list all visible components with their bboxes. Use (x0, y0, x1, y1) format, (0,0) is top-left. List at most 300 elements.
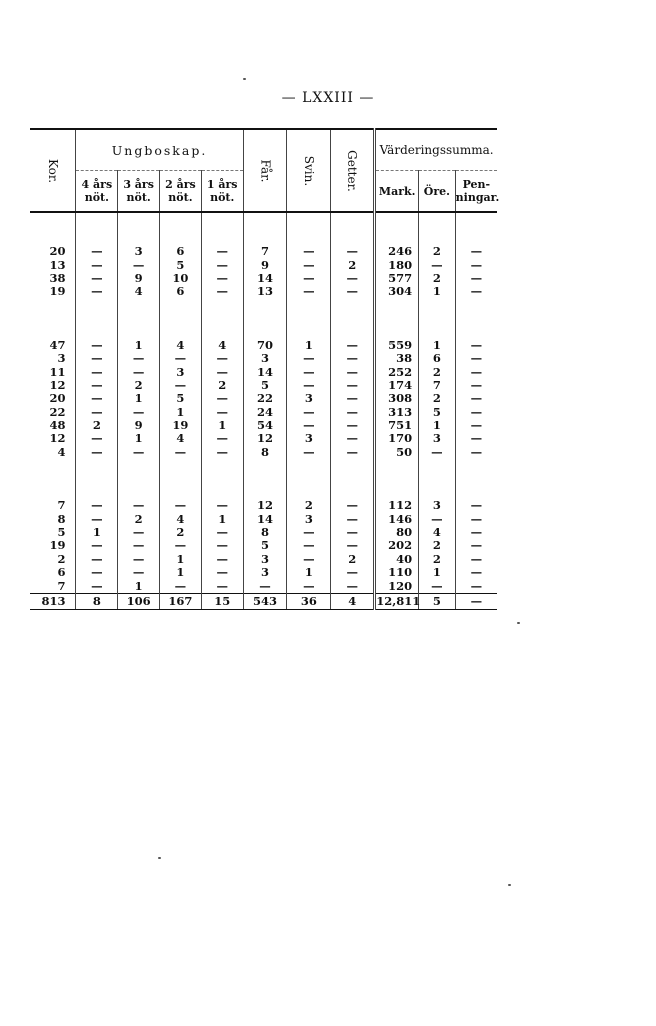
table-cell: — (287, 272, 331, 285)
table-cell: 2 (331, 553, 375, 566)
table-cell: — (455, 446, 497, 459)
table-cell: 1 (118, 339, 160, 352)
table-cell: 47 (49, 337, 66, 352)
table-cell: 146 (375, 512, 419, 525)
table-cell: 11 (49, 364, 66, 379)
table-cell: 304 (375, 285, 419, 298)
table-cell: — (419, 512, 456, 525)
table-cell: — (118, 539, 160, 552)
spacer-cell (160, 299, 202, 339)
table-cell: 6 (160, 245, 202, 258)
table-cell: — (455, 512, 497, 525)
table-cell: 6 (160, 285, 202, 298)
livestock-valuation-table (30, 128, 500, 610)
table-cell: — (201, 526, 243, 539)
table-cell: 180 (375, 258, 419, 271)
header-2-ars-not: 2 års nöt. (160, 171, 202, 213)
table-cell: — (331, 526, 375, 539)
table-cell: — (160, 352, 202, 365)
table-cell: — (287, 258, 331, 271)
table-cell: 4 (201, 339, 243, 352)
table-cell: — (76, 566, 118, 579)
table-cell: 12 (49, 431, 66, 446)
table-cell: — (201, 553, 243, 566)
table-cell: — (76, 512, 118, 525)
table-cell: — (455, 593, 497, 609)
table-cell: — (455, 272, 497, 285)
spacer-cell (375, 212, 419, 245)
table-cell: — (76, 352, 118, 365)
table-cell: — (419, 258, 456, 271)
table-row (30, 339, 497, 352)
table-cell: 308 (375, 392, 419, 405)
table-row (30, 379, 497, 392)
table-cell: — (287, 245, 331, 258)
spacer-cell (118, 299, 160, 339)
table-cell: 252 (375, 365, 419, 378)
header-1-ars-not: 1 års nöt. (201, 171, 243, 213)
table-row (30, 406, 497, 419)
table-cell: — (76, 258, 118, 271)
spacer-cell (331, 212, 375, 245)
table-cell: — (201, 579, 243, 593)
table-cell: — (76, 499, 118, 512)
table-cell: — (76, 339, 118, 352)
spacer-cell (30, 459, 76, 499)
table-cell: 10 (160, 272, 202, 285)
table-cell: — (287, 526, 331, 539)
table-cell: — (201, 245, 243, 258)
table-cell: 7 (57, 498, 66, 513)
table-cell: 14 (243, 272, 287, 285)
page-number: — LXXIII — (281, 90, 375, 106)
table-cell: — (331, 446, 375, 459)
table-cell: 2 (287, 499, 331, 512)
table-cell: — (455, 285, 497, 298)
table-cell: 167 (160, 593, 202, 609)
spacer-cell (287, 459, 331, 499)
table-cell: 6 (419, 352, 456, 365)
table-cell: 4 (118, 285, 160, 298)
spacer-cell (30, 299, 76, 339)
table-cell: 751 (375, 419, 419, 432)
table-cell: 9 (243, 258, 287, 271)
spacer-cell (160, 459, 202, 499)
table-cell: 38 (49, 270, 66, 285)
table-cell: 5 (419, 593, 456, 609)
table-cell: — (455, 245, 497, 258)
table-cell: 3 (419, 499, 456, 512)
table-cell: — (160, 379, 202, 392)
table-cell: — (201, 566, 243, 579)
ink-speck (508, 884, 511, 886)
table-cell: — (287, 406, 331, 419)
header-3-ars-not: 3 års nöt. (118, 171, 160, 213)
table-cell: — (455, 499, 497, 512)
table-cell: 24 (243, 406, 287, 419)
table-cell: 3 (160, 365, 202, 378)
table-cell: 5 (243, 379, 287, 392)
table-cell: — (76, 446, 118, 459)
table-cell: 543 (243, 593, 287, 609)
spacer-cell (76, 299, 118, 339)
table-cell: 1 (118, 579, 160, 593)
table-cell: — (76, 406, 118, 419)
table-cell: — (455, 392, 497, 405)
table-cell: 3 (287, 512, 331, 525)
table-cell: — (201, 446, 243, 459)
table-cell: 246 (375, 245, 419, 258)
table-row (30, 526, 497, 539)
table-cell: 1 (118, 392, 160, 405)
ink-speck (517, 622, 520, 624)
table-cell: — (287, 539, 331, 552)
table-cell: — (455, 379, 497, 392)
spacer-cell (375, 459, 419, 499)
table-cell: — (455, 553, 497, 566)
table-cell: — (455, 566, 497, 579)
table-cell: — (118, 365, 160, 378)
table-cell: — (331, 419, 375, 432)
table-cell: — (201, 539, 243, 552)
table-cell: 8 (243, 526, 287, 539)
table-cell: — (331, 245, 375, 258)
table-cell: 106 (118, 593, 160, 609)
table-row (30, 258, 497, 271)
table-row (30, 499, 497, 512)
spacer-cell (455, 459, 497, 499)
ink-speck (243, 78, 246, 80)
table-row (30, 285, 497, 298)
totals-row (30, 593, 497, 609)
spacer-cell (76, 459, 118, 499)
table-body (30, 212, 497, 609)
table-cell: — (331, 379, 375, 392)
table-cell: — (331, 566, 375, 579)
table-cell: 1 (160, 553, 202, 566)
table-cell: — (287, 579, 331, 593)
table-row (30, 539, 497, 552)
table-cell: — (287, 553, 331, 566)
table-cell: 40 (375, 553, 419, 566)
table-cell: — (331, 406, 375, 419)
table-cell: — (287, 352, 331, 365)
table-cell: — (76, 539, 118, 552)
table-cell: — (455, 526, 497, 539)
table-cell: 3 (243, 352, 287, 365)
header-varderingssumma: Värderingssumma. (375, 129, 497, 171)
table-cell: 9 (118, 419, 160, 432)
table-cell: — (455, 365, 497, 378)
table-cell: — (287, 285, 331, 298)
table-cell: — (455, 419, 497, 432)
table-cell: — (331, 352, 375, 365)
table-cell: 813 (30, 593, 76, 609)
table-cell: 20 (49, 391, 66, 406)
table-cell: — (160, 539, 202, 552)
table-cell: 112 (375, 499, 419, 512)
table-cell: 313 (375, 406, 419, 419)
table-cell: 38 (375, 352, 419, 365)
table-cell: 1 (201, 512, 243, 525)
spacer-cell (243, 299, 287, 339)
table-cell: 2 (419, 245, 456, 258)
table-cell: — (118, 258, 160, 271)
table-cell: — (455, 579, 497, 593)
table-cell: 577 (375, 272, 419, 285)
table-cell: — (76, 553, 118, 566)
table-cell: — (201, 406, 243, 419)
table-cell: — (455, 432, 497, 445)
table-cell: 19 (49, 538, 66, 553)
table-cell: 2 (419, 365, 456, 378)
table-cell: 48 (49, 418, 66, 433)
table-row (30, 566, 497, 579)
table-cell: — (331, 272, 375, 285)
table-cell: 3 (287, 392, 331, 405)
table-cell: — (331, 499, 375, 512)
table-cell: — (331, 539, 375, 552)
spacer-cell (419, 459, 456, 499)
header-kor: Kor. (30, 129, 76, 212)
table-cell: 1 (160, 406, 202, 419)
table-cell: — (455, 406, 497, 419)
header-getter: Getter. (331, 129, 375, 212)
spacer-cell (375, 299, 419, 339)
spacer-cell (201, 459, 243, 499)
table-cell: — (287, 419, 331, 432)
table-cell: 4 (419, 526, 456, 539)
spacer-cell (287, 299, 331, 339)
table-cell: — (201, 258, 243, 271)
table-row (30, 245, 497, 258)
table-cell: 5 (243, 539, 287, 552)
table-cell: — (455, 539, 497, 552)
table-cell: — (76, 392, 118, 405)
table-cell: 2 (118, 379, 160, 392)
table-cell: 3 (287, 432, 331, 445)
table-cell: — (201, 392, 243, 405)
table-cell: 50 (375, 446, 419, 459)
table-cell: 3 (57, 351, 66, 366)
table-cell: 2 (118, 512, 160, 525)
table-cell: 2 (331, 258, 375, 271)
table-cell: 1 (419, 339, 456, 352)
group-spacer (30, 459, 497, 499)
ink-speck (158, 857, 161, 859)
table-cell: 1 (76, 526, 118, 539)
spacer-cell (118, 459, 160, 499)
spacer-cell (287, 212, 331, 245)
table-cell: 4 (160, 512, 202, 525)
table-cell: — (76, 365, 118, 378)
table-cell: — (160, 446, 202, 459)
table-cell: — (118, 499, 160, 512)
table-cell: 7 (243, 245, 287, 258)
table-row (30, 432, 497, 445)
table-cell: 1 (160, 566, 202, 579)
table-cell: — (76, 272, 118, 285)
table-cell: 4 (160, 432, 202, 445)
group-spacer (30, 212, 497, 245)
table-cell: 1 (419, 285, 456, 298)
table-cell: 110 (375, 566, 419, 579)
table-cell: 12,811 (376, 593, 421, 608)
table-cell: 1 (287, 339, 331, 352)
table-cell: 13 (243, 285, 287, 298)
table-cell: 12 (243, 499, 287, 512)
table-cell: 8 (243, 446, 287, 459)
table-cell: 202 (375, 539, 419, 552)
table-cell: — (201, 432, 243, 445)
table-cell: 1 (419, 419, 456, 432)
table-cell: 80 (375, 526, 419, 539)
table-cell: — (331, 339, 375, 352)
table-cell: 1 (118, 432, 160, 445)
table-cell: 8 (76, 593, 118, 609)
table-cell: — (118, 526, 160, 539)
header-ungboskap: Ungboskap. (76, 129, 243, 171)
table-cell: 3 (419, 432, 456, 445)
table-cell: 15 (201, 593, 243, 609)
table-cell: 2 (160, 526, 202, 539)
group-spacer (30, 299, 497, 339)
spacer-cell (76, 212, 118, 245)
table-cell: 1 (287, 566, 331, 579)
table-cell: — (76, 245, 118, 258)
table-cell: 559 (375, 339, 419, 352)
table-cell: — (118, 446, 160, 459)
table-cell: 12 (49, 377, 66, 392)
table-cell: 2 (419, 539, 456, 552)
table-cell: — (455, 352, 497, 365)
table-cell: 14 (243, 365, 287, 378)
table-cell: 13 (49, 257, 66, 272)
table-cell: — (76, 379, 118, 392)
table-cell: — (331, 365, 375, 378)
table-cell: — (331, 285, 375, 298)
spacer-cell (455, 299, 497, 339)
table-cell: — (331, 432, 375, 445)
spacer-cell (419, 212, 456, 245)
table-cell: — (287, 365, 331, 378)
table-cell: — (160, 499, 202, 512)
table-row (30, 579, 497, 593)
table-cell: 8 (57, 511, 66, 526)
header-4-ars-not: 4 års nöt. (76, 171, 118, 213)
header-ore: Öre. (419, 171, 456, 213)
table-cell: 19 (49, 284, 66, 299)
table-cell: — (331, 512, 375, 525)
table-cell: 12 (243, 432, 287, 445)
spacer-cell (201, 212, 243, 245)
table-cell: — (201, 499, 243, 512)
table-row (30, 512, 497, 525)
table-cell: — (287, 446, 331, 459)
table-cell: 22 (243, 392, 287, 405)
table-cell: — (201, 272, 243, 285)
table-cell: 5 (419, 406, 456, 419)
table-cell: 7 (419, 379, 456, 392)
table-cell: 20 (49, 244, 66, 259)
table-cell: 170 (375, 432, 419, 445)
spacer-cell (331, 459, 375, 499)
table-cell: — (76, 432, 118, 445)
table-cell: — (287, 379, 331, 392)
table-row (30, 446, 497, 459)
table-cell: 3 (118, 245, 160, 258)
header-svin: Svin. (287, 129, 331, 212)
table-cell: 2 (419, 553, 456, 566)
table-cell: — (331, 579, 375, 593)
table-cell: 22 (49, 404, 66, 419)
table-cell: 9 (118, 272, 160, 285)
table-cell: 2 (419, 272, 456, 285)
table-cell: 4 (331, 593, 375, 609)
table-row (30, 352, 497, 365)
table-cell: 54 (243, 419, 287, 432)
table-cell: — (201, 285, 243, 298)
table-cell: 7 (57, 578, 66, 593)
table-row (30, 553, 497, 566)
table-cell: — (76, 285, 118, 298)
header-penningar: Pen- ningar. (455, 171, 497, 213)
table-cell: 120 (375, 579, 419, 593)
table-cell: 1 (201, 419, 243, 432)
table-cell: 2 (57, 551, 66, 566)
table-cell: 4 (160, 339, 202, 352)
table-cell: — (201, 365, 243, 378)
table-cell: 70 (243, 339, 287, 352)
table-cell: — (118, 406, 160, 419)
spacer-cell (30, 212, 76, 245)
table-row (30, 392, 497, 405)
table-cell: 5 (160, 258, 202, 271)
table-row (30, 419, 497, 432)
table-cell: 14 (243, 512, 287, 525)
spacer-cell (331, 299, 375, 339)
table-cell: 3 (243, 566, 287, 579)
table-cell: 5 (57, 525, 66, 540)
table-cell: — (118, 352, 160, 365)
table-cell: — (201, 352, 243, 365)
spacer-cell (160, 212, 202, 245)
table-cell: — (331, 392, 375, 405)
table-cell: — (419, 579, 456, 593)
table-cell: 6 (57, 565, 66, 580)
spacer-cell (118, 212, 160, 245)
spacer-cell (455, 212, 497, 245)
table-row (30, 272, 497, 285)
spacer-cell (243, 459, 287, 499)
spacer-cell (201, 299, 243, 339)
header-mark: Mark. (375, 171, 419, 213)
table-row (30, 365, 497, 378)
spacer-cell (419, 299, 456, 339)
table-cell: 3 (243, 553, 287, 566)
table-cell: — (76, 579, 118, 593)
table-cell: — (118, 566, 160, 579)
table-cell: 5 (160, 392, 202, 405)
table-cell: 4 (57, 444, 66, 459)
table-cell: 2 (76, 419, 118, 432)
table-cell: 2 (419, 392, 456, 405)
table-cell: 1 (419, 566, 456, 579)
table-cell: 2 (201, 379, 243, 392)
table-cell: 36 (287, 593, 331, 609)
table-cell: 19 (160, 419, 202, 432)
table-cell: — (118, 553, 160, 566)
